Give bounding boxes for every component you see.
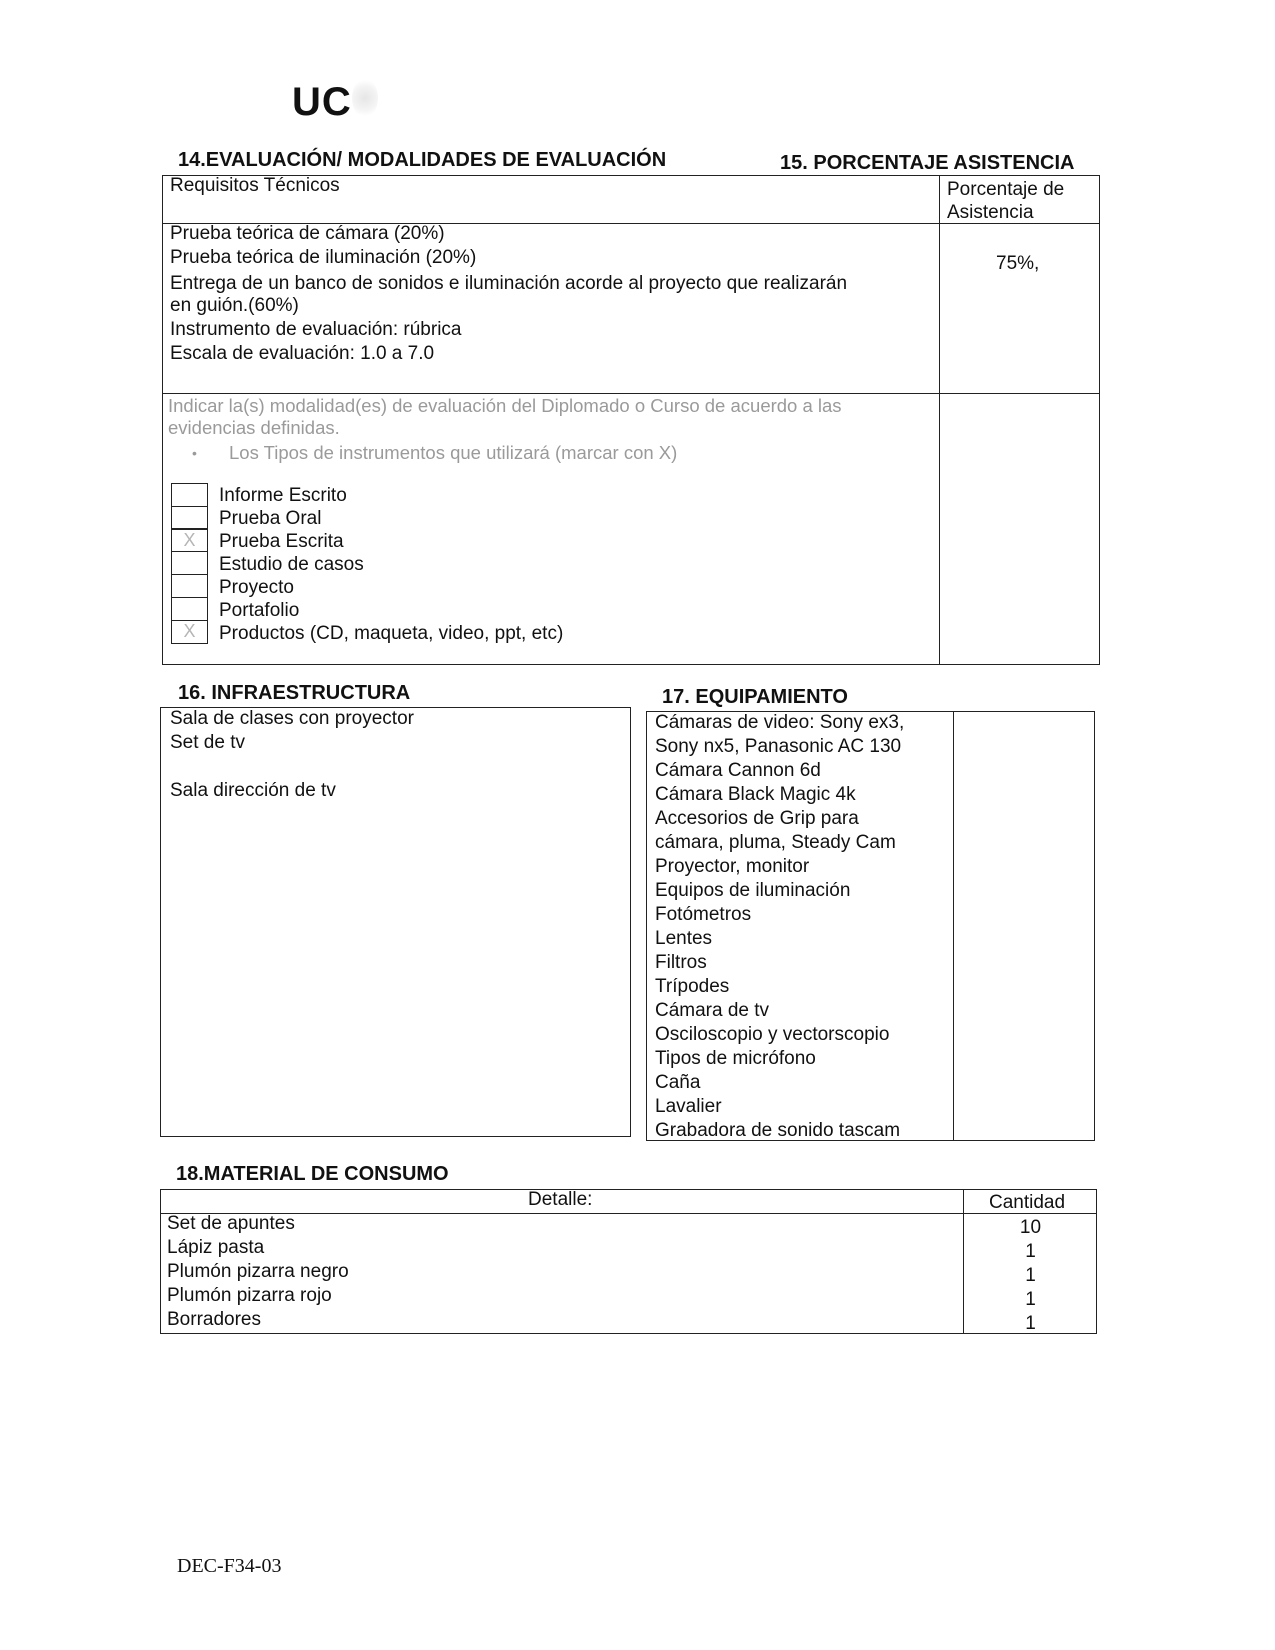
equip-item: Caña: [655, 1072, 701, 1093]
equip-item: Proyector, monitor: [655, 856, 810, 877]
equip-item: Accesorios de Grip para: [655, 808, 859, 829]
equip-item: cámara, pluma, Steady Cam: [655, 832, 896, 853]
document-code: DEC-F34-03: [177, 1555, 282, 1577]
instruction-text: evidencias definidas.: [168, 417, 340, 438]
equip-item: Lavalier: [655, 1096, 722, 1117]
eval-line: en guión.(60%): [170, 295, 299, 316]
infraestructura-list: [170, 707, 414, 803]
instruction-text: Indicar la(s) modalidad(es) de evaluación del Diplomado o Curso de acuerdo a las: [168, 395, 842, 416]
section-17-title: 17. EQUIPAMIENTO: [662, 686, 848, 708]
equip-item: Cámara Black Magic 4k: [655, 784, 856, 805]
material-detail: Set de apuntes: [167, 1213, 295, 1234]
attendance-header-2: Asistencia: [947, 202, 1034, 223]
section-14-title: 14.EVALUACIÓN/ MODALIDADES DE EVALUACIÓN: [178, 149, 667, 171]
material-detail: Plumón pizarra negro: [167, 1261, 349, 1282]
option-label: Productos (CD, maqueta, video, ppt, etc): [219, 623, 564, 644]
uc-logo: UC: [292, 80, 352, 124]
eval-line: Entrega de un banco de sonidos e iluminación acorde al proyecto que realizarán: [170, 273, 848, 294]
equip-item: Cámara Cannon 6d: [655, 760, 821, 781]
instrument-labels: [219, 484, 563, 645]
checkbox-informe-escrito[interactable]: [171, 483, 208, 507]
option-label: Informe Escrito: [219, 485, 347, 506]
quantity-header: Cantidad: [989, 1192, 1066, 1213]
equip-item: Trípodes: [655, 976, 730, 997]
infra-item: Set de tv: [170, 732, 245, 753]
checkbox-productos[interactable]: X: [171, 620, 208, 644]
equip-item: Equipos de iluminación: [655, 880, 851, 901]
equip-item: Fotómetros: [655, 904, 752, 925]
equip-item: Cámaras de video: Sony ex3,: [655, 712, 905, 733]
material-qty: 1: [1025, 1241, 1036, 1262]
option-label: Prueba Oral: [219, 508, 322, 529]
eval-line: Escala de evaluación: 1.0 a 7.0: [170, 343, 435, 364]
equip-item: Tipos de micrófono: [655, 1048, 816, 1069]
section-16-title: 16. INFRAESTRUCTURA: [178, 682, 411, 704]
checkbox-prueba-oral[interactable]: [171, 506, 208, 530]
evaluation-table-divider: [939, 175, 940, 665]
option-label: Portafolio: [219, 600, 300, 621]
eval-line: Prueba teórica de iluminación (20%): [170, 247, 477, 268]
checkbox-estudio-de-casos[interactable]: [171, 551, 208, 575]
attendance-header-1: Porcentaje de: [947, 179, 1065, 200]
material-detail: Borradores: [167, 1309, 261, 1330]
attendance-value: 75%,: [996, 253, 1040, 274]
material-qty: 1: [1025, 1313, 1036, 1334]
section-15-title: 15. PORCENTAJE ASISTENCIA: [780, 152, 1075, 174]
option-label: Estudio de casos: [219, 554, 364, 575]
checkbox-portafolio[interactable]: [171, 597, 208, 621]
eval-line: Prueba teórica de cámara (20%): [170, 223, 445, 244]
checkbox-proyecto[interactable]: [171, 574, 208, 598]
equip-item: Cámara de tv: [655, 1000, 770, 1021]
option-label: Prueba Escrita: [219, 531, 344, 552]
equip-item: Filtros: [655, 952, 707, 973]
material-qty: 1: [1025, 1289, 1036, 1310]
material-detail: Plumón pizarra rojo: [167, 1285, 332, 1306]
detail-header: Detalle:: [528, 1189, 593, 1210]
material-header-rule: [160, 1213, 1097, 1214]
option-label: Proyecto: [219, 577, 294, 598]
infra-item: [170, 755, 414, 779]
material-detail: Lápiz pasta: [167, 1237, 265, 1258]
eval-line: Instrumento de evaluación: rúbrica: [170, 319, 462, 340]
equipamiento-divider: [953, 711, 954, 1141]
requisitos-header: Requisitos Técnicos: [170, 175, 340, 196]
equip-item: Osciloscopio y vectorscopio: [655, 1024, 890, 1045]
equip-item: Sony nx5, Panasonic AC 130: [655, 736, 902, 757]
instrument-checkbox-column: [171, 484, 208, 644]
equip-item: Lentes: [655, 928, 713, 949]
material-qty: 1: [1025, 1265, 1036, 1286]
logo-mark-icon: [352, 78, 378, 118]
checkbox-prueba-escrita[interactable]: X: [171, 528, 208, 552]
infra-item: Sala de clases con proyector: [170, 708, 414, 729]
equipamiento-list: [655, 711, 904, 1143]
instruction-text: Los Tipos de instrumentos que utilizará (marcar con X): [229, 442, 678, 463]
bullet-icon: •: [192, 445, 197, 461]
equip-item: Grabadora de sonido tascam: [655, 1120, 901, 1141]
section-18-title: 18.MATERIAL DE CONSUMO: [176, 1163, 449, 1185]
material-qty: 10: [1019, 1217, 1042, 1238]
infra-item: Sala dirección de tv: [170, 780, 336, 801]
